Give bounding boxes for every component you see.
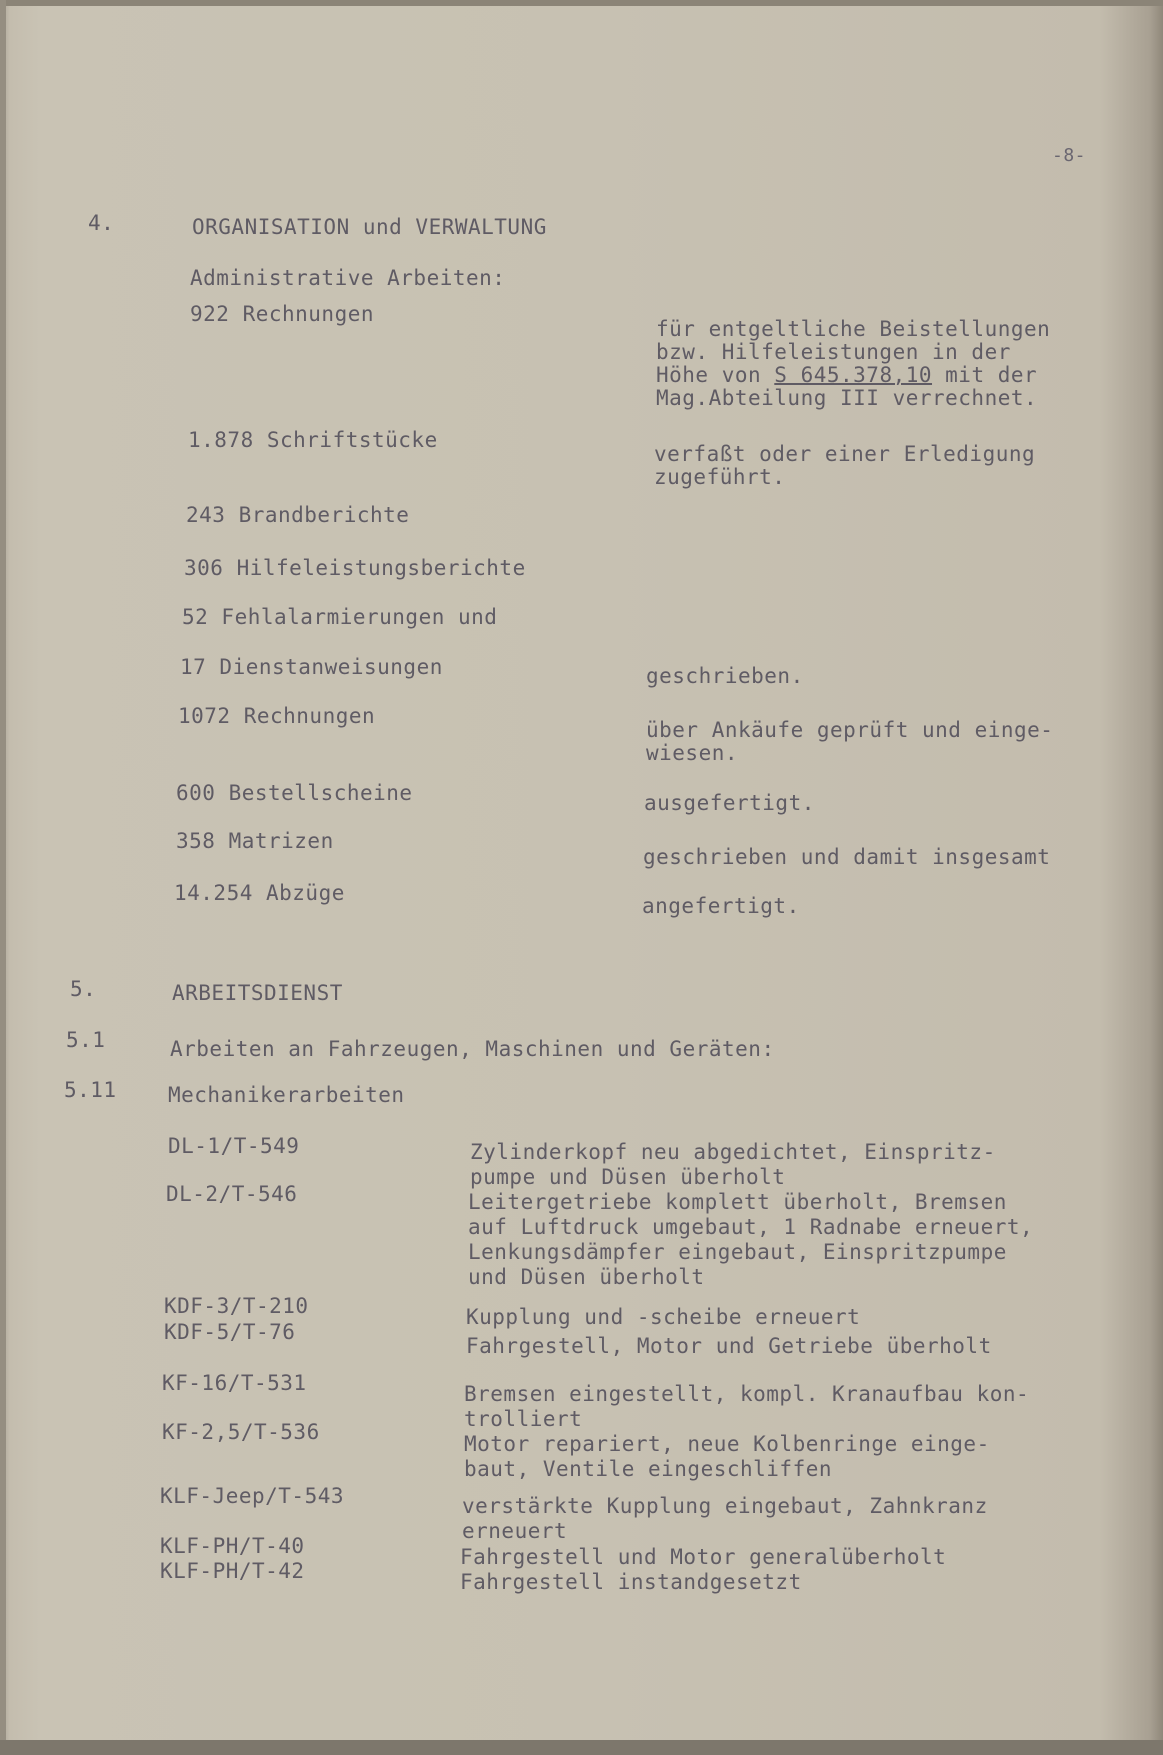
section-subtitle: Administrative Arbeiten:: [190, 266, 506, 290]
admin-item-right: ausgefertigt.: [644, 791, 815, 815]
vehicle-work: Fahrgestell, Motor und Getriebe überholt: [466, 1334, 992, 1358]
vehicle-id: KDF-3/T-210: [164, 1294, 309, 1318]
subsection-number: 5.11: [64, 1078, 117, 1102]
admin-item-right: geschrieben.: [646, 664, 804, 688]
vehicle-work: Fahrgestell instandgesetzt: [460, 1570, 802, 1594]
vehicle-work: Fahrgestell und Motor generalüberholt: [460, 1545, 947, 1569]
vehicle-work: verstärkte Kupplung eingebaut, Zahnkranz erneuert: [462, 1494, 988, 1543]
section-number: 4.: [88, 211, 115, 235]
admin-item-right: geschrieben und damit insgesamt: [643, 845, 1051, 869]
admin-item-left: 243 Brandberichte: [186, 503, 410, 527]
vehicle-id: KLF-PH/T-40: [160, 1534, 305, 1558]
vehicle-work: Kupplung und -scheibe erneuert: [466, 1305, 861, 1329]
vehicle-id: DL-2/T-546: [166, 1182, 298, 1206]
section-number: 5.: [70, 977, 97, 1001]
admin-item-right: verfaßt oder einer Erledigung zugeführt.: [654, 442, 1036, 489]
vehicle-work: Zylinderkopf neu abgedichtet, Einspritz- pumpe und Düsen überholt: [470, 1140, 996, 1189]
scan-edge-left: [0, 0, 6, 1755]
admin-item-left: 922 Rechnungen: [190, 302, 375, 326]
vehicle-id: KDF-5/T-76: [164, 1320, 296, 1344]
vehicle-id: KF-2,5/T-536: [162, 1420, 320, 1444]
admin-item-left: 600 Bestellscheine: [176, 781, 413, 805]
vehicle-work: Leitergetriebe komplett überholt, Bremsen auf Luftdruck umgebaut, 1 Radnabe erneuert, Lenkungsdämpfer eingebaut, Einspritzpumpe und Düsen überholt: [468, 1190, 1034, 1289]
vehicle-work: Motor repariert, neue Kolbenringe einge- baut, Ventile eingeschliffen: [464, 1432, 990, 1481]
admin-item-right: angefertigt.: [642, 894, 800, 918]
section-title: ORGANISATION und VERWALTUNG: [192, 215, 547, 239]
scan-edge-top: [0, 0, 1163, 6]
vehicle-id: DL-1/T-549: [168, 1134, 300, 1158]
amount-underline: S 645.378,10: [774, 363, 933, 387]
admin-item-left: 1072 Rechnungen: [178, 704, 376, 728]
subsection-title: Arbeiten an Fahrzeugen, Maschinen und Geräten:: [170, 1037, 775, 1061]
vehicle-id: KF-16/T-531: [162, 1371, 307, 1395]
subsection-title: Mechanikerarbeiten: [168, 1083, 405, 1107]
subsection-number: 5.1: [66, 1028, 106, 1052]
page-number: -8-: [1052, 145, 1087, 166]
vehicle-work: Bremsen eingestellt, kompl. Kranaufbau kon- trolliert: [464, 1382, 1030, 1431]
scan-edge-bottom: [0, 1740, 1163, 1755]
vehicle-id: KLF-PH/T-42: [160, 1559, 305, 1583]
admin-item-left: 17 Dienstanweisungen: [180, 655, 443, 679]
admin-item-left: 1.878 Schriftstücke: [188, 428, 438, 452]
admin-item-left: 306 Hilfeleistungsberichte: [184, 556, 526, 580]
vehicle-id: KLF-Jeep/T-543: [160, 1484, 345, 1508]
amount-underlined: Höhe von S 645.378,10 mit der: [656, 363, 1038, 387]
admin-item-left: 52 Fehlalarmierungen und: [182, 605, 498, 629]
admin-item-right: über Ankäufe geprüft und einge- wiesen.: [646, 718, 1054, 765]
admin-item-left: 358 Matrizen: [176, 829, 334, 853]
admin-item-left: 14.254 Abzüge: [174, 881, 345, 905]
section-title: ARBEITSDIENST: [172, 981, 343, 1005]
admin-item-right: für entgeltliche Beistellungen bzw. Hilfeleistungen in der Höhe von S 645.378,10 mit der Mag.Abteilung III verrechnet.: [656, 317, 1051, 410]
